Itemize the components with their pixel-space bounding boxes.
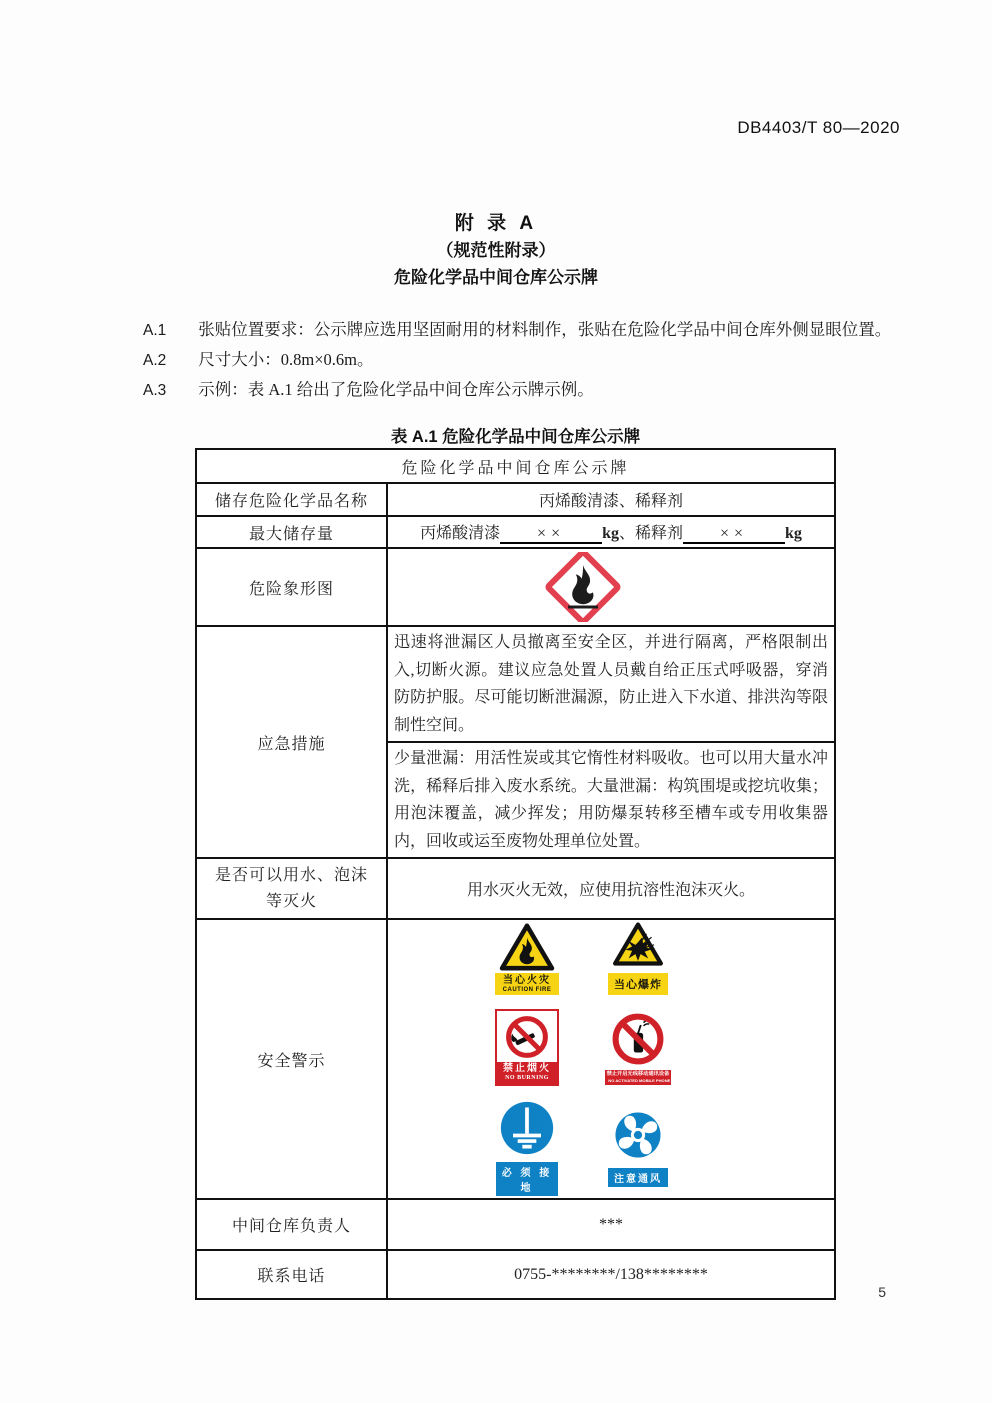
caution-fire-label-en: CAUTION FIRE bbox=[502, 986, 552, 993]
emergency-label: 应急措施 bbox=[196, 626, 387, 858]
no-burning-band bbox=[497, 1062, 557, 1084]
clause-a3-number: A.3 bbox=[143, 382, 167, 399]
pictogram-label: 危险象形图 bbox=[196, 548, 387, 626]
table-row bbox=[196, 1250, 835, 1299]
clause-a1-text: 张贴位置要求：公示牌应选用坚固耐用的材料制作，张贴在危险化学品中间仓库外侧显眼位置。 bbox=[198, 320, 892, 339]
max-storage-label: 最大储存量 bbox=[196, 516, 387, 548]
max-storage-prefix1: 丙烯酸清漆 bbox=[420, 525, 501, 542]
table-row bbox=[196, 516, 835, 548]
table-row bbox=[196, 449, 835, 483]
no-mobile-phone-label-zh: 禁止开启无线移动通讯设备 bbox=[606, 1070, 670, 1077]
pictogram-cell bbox=[387, 548, 835, 626]
extinguish-label: 是否可以用水、泡沫等灭火 bbox=[196, 858, 387, 919]
ventilation-icon bbox=[612, 1109, 664, 1161]
ventilation-band: 注意通风 bbox=[608, 1168, 668, 1187]
no-burning-icon bbox=[504, 1014, 550, 1060]
clause-a1-number: A.1 bbox=[143, 322, 167, 339]
table-row bbox=[196, 919, 835, 1199]
phone-value: 0755-********/138******** bbox=[387, 1250, 835, 1299]
appendix-title: 附 录 A bbox=[454, 213, 538, 234]
chemical-name-label: 储存危险化学品名称 bbox=[196, 483, 387, 516]
warning-label: 安全警示 bbox=[196, 919, 387, 1199]
appendix-title-block bbox=[0, 210, 992, 291]
warning-signs-grid bbox=[495, 922, 671, 1196]
table-row bbox=[196, 858, 835, 919]
page-number: 5 bbox=[878, 1284, 886, 1300]
clause-a3 bbox=[103, 376, 901, 404]
emergency-text-1: 迅速将泄漏区人员撤离至安全区，并进行隔离，严格限制出入,切断火源。建议应急处置人员戴自给正压式呼吸器，穿消防防护服。尽可能切断泄漏源，防止进入下水道、排洪沟等限制性空间。 bbox=[387, 626, 835, 742]
max-storage-unit2: kg bbox=[785, 525, 802, 542]
caution-fire-sign bbox=[495, 923, 559, 995]
clause-a2-number: A.2 bbox=[143, 352, 167, 369]
table-row bbox=[196, 626, 835, 742]
ventilation-sign bbox=[608, 1109, 668, 1187]
max-storage-value bbox=[387, 516, 835, 548]
no-burning-sign bbox=[495, 1009, 559, 1086]
clause-a1 bbox=[103, 316, 901, 344]
max-storage-separator: 、 bbox=[618, 525, 635, 542]
notice-board-table bbox=[195, 448, 836, 1300]
clause-a2 bbox=[103, 346, 901, 374]
max-storage-blank2: ×× bbox=[683, 525, 785, 544]
warning-signs-cell bbox=[387, 919, 835, 1199]
standard-code-header: DB4403/T 80—2020 bbox=[737, 118, 900, 137]
caution-fire-icon bbox=[499, 923, 555, 971]
manager-label: 中间仓库负责人 bbox=[196, 1199, 387, 1250]
no-mobile-phone-sign bbox=[605, 1011, 671, 1085]
no-mobile-phone-label-en: NO ACTIVATED MOBILE PHONE bbox=[608, 1077, 671, 1083]
table-row bbox=[196, 483, 835, 516]
caution-fire-label-zh: 当心火灾 bbox=[503, 974, 551, 986]
must-ground-icon bbox=[499, 1100, 555, 1156]
ghs-flame-pictogram-icon bbox=[545, 552, 621, 622]
emergency-text-2: 少量泄漏：用活性炭或其它惰性材料吸收。也可以用大量水冲洗，稀释后排入废水系统。大量泄漏：构筑围堤或挖坑收集；用泡沫覆盖，减少挥发；用防爆泵转移至槽车或专用收集器内，回收或运至废物处理单位处置。 bbox=[387, 742, 835, 858]
phone-label: 联系电话 bbox=[196, 1250, 387, 1299]
no-mobile-phone-band bbox=[605, 1070, 671, 1085]
table-title-cell: 危险化学品中间仓库公示牌 bbox=[196, 449, 835, 483]
caution-explosion-icon bbox=[612, 922, 664, 966]
must-ground-sign bbox=[496, 1100, 558, 1196]
no-mobile-phone-icon bbox=[610, 1011, 666, 1067]
no-burning-label-en: NO BURNING bbox=[505, 1075, 549, 1081]
table-row bbox=[196, 548, 835, 626]
clause-a2-text: 尺寸大小：0.8m×0.6m。 bbox=[198, 350, 374, 369]
table-caption: 表 A.1 危险化学品中间仓库公示牌 bbox=[390, 428, 641, 446]
no-burning-label-zh: 禁止烟火 bbox=[503, 1063, 551, 1074]
appendix-subtitle: （规范性附录） bbox=[436, 241, 556, 260]
table-row bbox=[196, 1199, 835, 1250]
max-storage-unit1: kg bbox=[602, 525, 619, 542]
manager-value: *** bbox=[387, 1199, 835, 1250]
must-ground-band: 必 须 接 地 bbox=[496, 1162, 558, 1196]
extinguish-value: 用水灭火无效，应使用抗溶性泡沫灭火。 bbox=[387, 858, 835, 919]
max-storage-blank1: ×× bbox=[500, 525, 602, 544]
caution-explosion-band: 当心爆炸 bbox=[608, 973, 668, 995]
clause-a3-text: 示例：表 A.1 给出了危险化学品中间仓库公示牌示例。 bbox=[198, 380, 594, 399]
clause-list bbox=[103, 316, 901, 406]
chemical-name-value: 丙烯酸清漆、稀释剂 bbox=[387, 483, 835, 516]
caution-explosion-sign bbox=[608, 922, 668, 995]
appendix-heading: 危险化学品中间仓库公示牌 bbox=[394, 268, 598, 287]
max-storage-prefix2: 稀释剂 bbox=[635, 525, 684, 542]
caution-fire-band bbox=[495, 973, 559, 995]
